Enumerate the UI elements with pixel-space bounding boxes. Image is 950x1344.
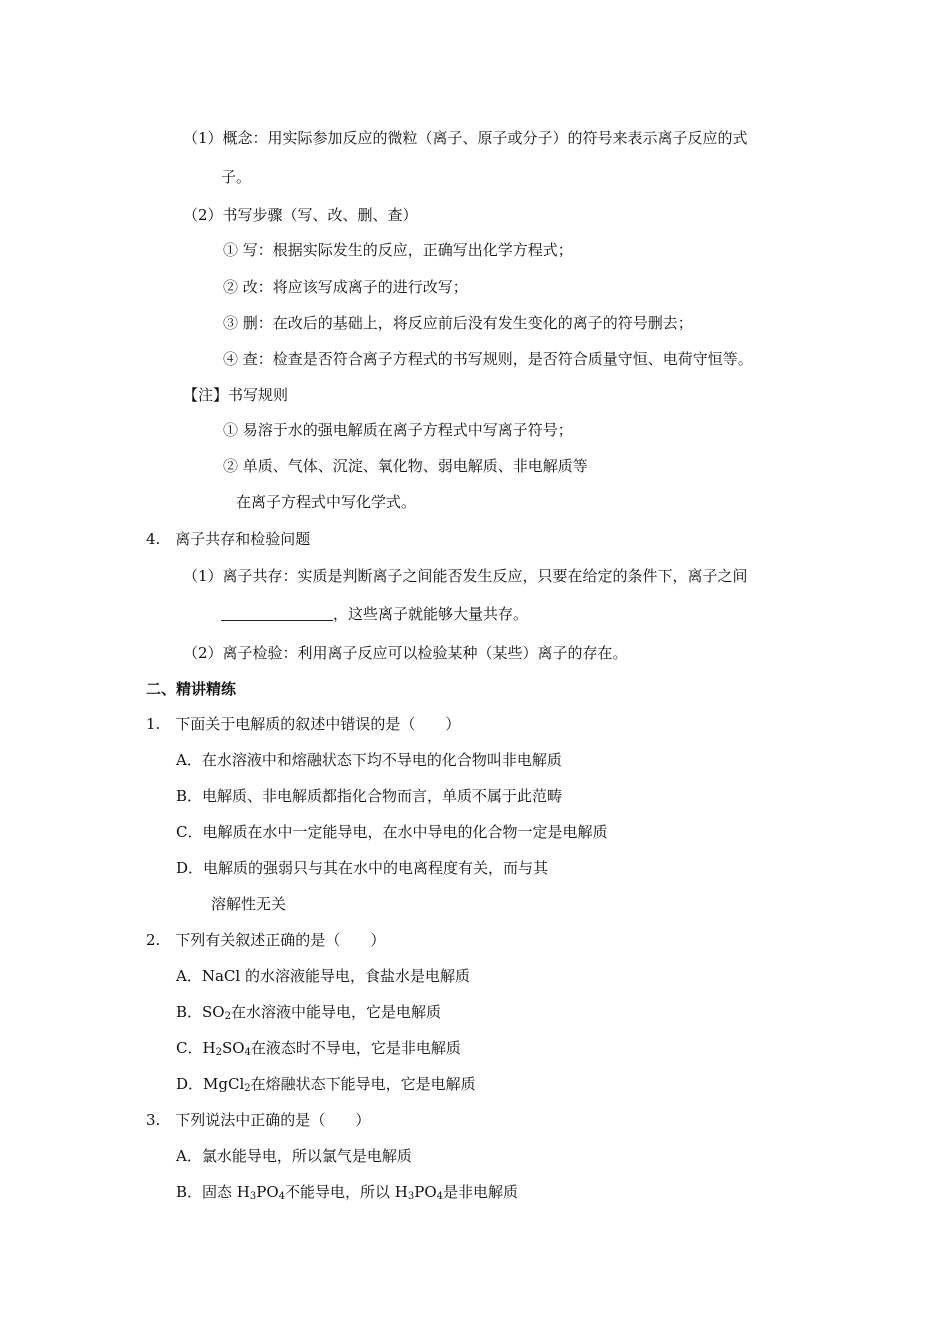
step-check: ④ 查：检查是否符合离子方程式的书写规则，是否符合质量守恒、电荷守恒等。 [223, 350, 753, 368]
q1-option-a: A．在水溶液中和熔融状态下均不导电的化合物叫非电解质 [176, 751, 562, 769]
fill-in-blank [221, 606, 333, 621]
q3-option-a: A．氯水能导电，所以氯气是电解质 [176, 1147, 412, 1165]
coexist-line2-text: ，这些离子就能够大量共存。 [333, 605, 529, 623]
concept-line2: 子。 [221, 168, 252, 186]
coexist-line1: （1）离子共存：实质是判断离子之间能否发生反应，只要在给定的条件下，离子之间 [183, 567, 748, 585]
note-rule1: ① 易溶于水的强电解质在离子方程式中写离子符号； [223, 421, 573, 439]
q2-option-a: A．NaCl 的水溶液能导电，食盐水是电解质 [176, 967, 470, 985]
q2-stem: 2. 下列有关叙述正确的是（ ） [146, 931, 386, 949]
q1-stem: 1. 下面关于电解质的叙述中错误的是（ ） [146, 715, 461, 733]
part2-heading: 二、精讲精练 [146, 680, 237, 698]
q3-stem: 3. 下列说法中正确的是（ ） [146, 1111, 371, 1129]
q2-option-c: C．$H_2SO_4$在液态时不导电，它是非电解质 [176, 1039, 461, 1058]
coexist-line2 [221, 604, 528, 624]
q1-option-b: B．电解质、非电解质都指化合物而言，单质不属于此范畴 [176, 787, 563, 805]
steps-heading: （2）书写步骤（写、改、删、查） [183, 206, 418, 224]
section4-heading: 4. 离子共存和检验问题 [146, 530, 311, 548]
concept-line1: （1）概念：用实际参加反应的微粒（离子、原子或分子）的符号来表示离子反应的式 [183, 129, 748, 147]
q1-option-d-cont: 溶解性无关 [211, 895, 287, 913]
q1-option-c: C．电解质在水中一定能导电，在水中导电的化合物一定是电解质 [176, 823, 608, 841]
ion-test-line: （2）离子检验：利用离子反应可以检验某种（某些）离子的存在。 [183, 644, 628, 662]
q2-option-b: B．$SO_2$在水溶液中能导电，它是电解质 [176, 1003, 441, 1022]
step-write: ① 写：根据实际发生的反应，正确写出化学方程式； [223, 241, 573, 259]
q2-option-d: D．MgCl$_2$在熔融状态下能导电，它是电解质 [176, 1075, 476, 1094]
q1-option-d: D．电解质的强弱只与其在水中的电离程度有关，而与其 [176, 859, 549, 877]
note-rule2: ② 单质、气体、沉淀、氧化物、弱电解质、非电解质等 [223, 457, 588, 475]
step-delete: ③ 删：在改后的基础上，将反应前后没有发生变化的离子的符号删去； [223, 314, 693, 332]
note-heading: 【注】书写规则 [183, 386, 289, 404]
q3-option-b: B．固态 $H_3PO_4$不能导电，所以 $H_3PO_4$是非电解质 [176, 1183, 519, 1202]
note-rule2-cont: 在离子方程式中写化学式。 [236, 493, 417, 511]
step-rewrite: ② 改：将应该写成离子的进行改写； [223, 278, 468, 296]
